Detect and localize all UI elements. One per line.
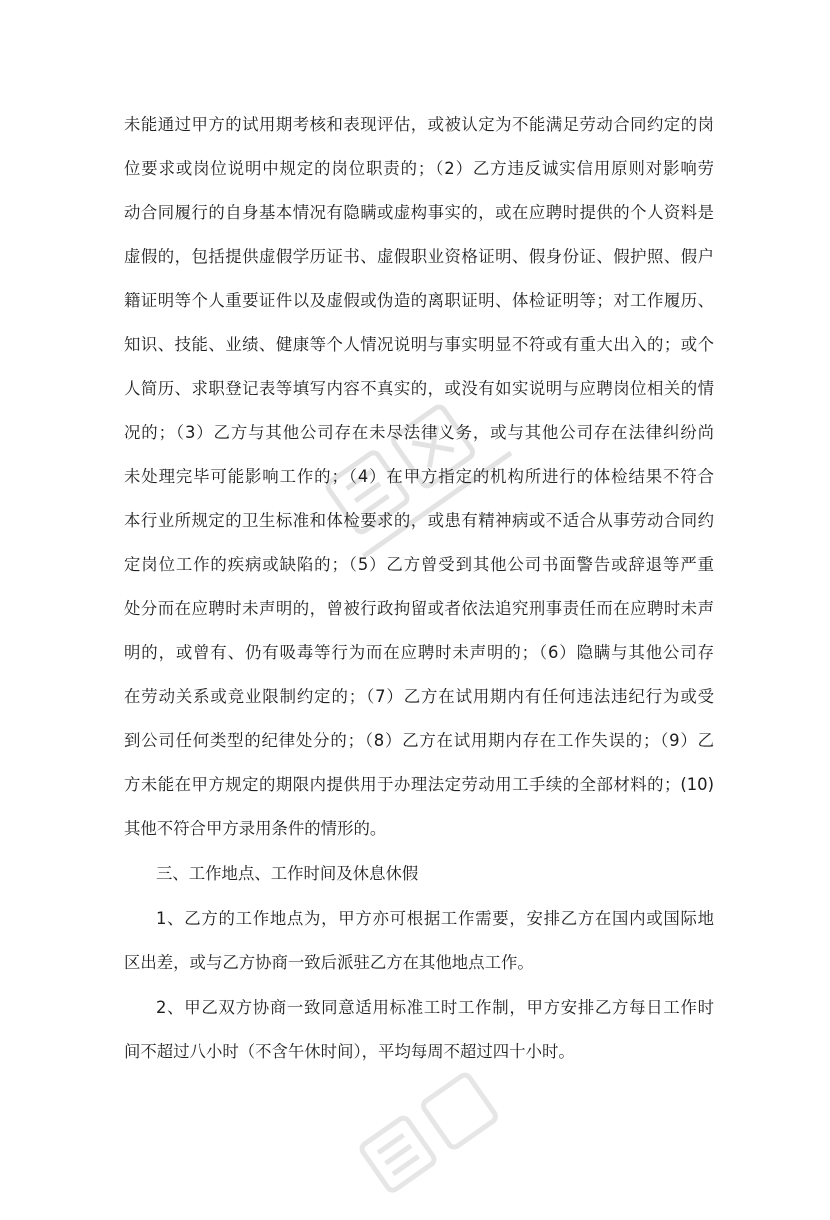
section-heading: 三、工作地点、工作时间及休息休假 [156,864,419,883]
paragraph-line: 位要求或岗位说明中规定的岗位职责的；（2）乙方违反诚实信用原则对影响劳 [124,159,714,178]
paragraph-line: 方未能在甲方规定的期限内提供用于办理法定劳动用工手续的全部材料的；(10) [124,775,714,794]
clause-line: 2、甲乙双方协商一致同意适用标准工时工作制，甲方安排乙方每日工作时 [156,998,714,1017]
clause-line: 1、乙方的工作地点为，甲方亦可根据工作需要，安排乙方在国内或国际地 [156,909,714,928]
clause-line: 区出差，或与乙方协商一致后派驻乙方在其他地点工作。 [124,953,534,972]
watermark-logo-icon [320,1060,560,1220]
clause-line: 间不超过八小时（不含午休时间），平均每周不超过四十小时。 [124,1042,575,1061]
paragraph-line: 动合同履行的自身基本情况有隐瞒或虚构事实的，或在应聘时提供的个人资料是 [124,203,714,222]
paragraph-line: 本行业所规定的卫生标准和体检要求的，或患有精神病或不适合从事劳动合同约 [124,511,714,530]
paragraph-line: 籍证明等个人重要证件以及虚假或伪造的离职证明、体检证明等；对工作履历、 [124,291,714,310]
paragraph-line: 虚假的，包括提供虚假学历证书、虚假职业资格证明、假身份证、假护照、假户 [124,247,714,266]
paragraph-line: 况的；（3）乙方与其他公司存在未尽法律义务，或与其他公司存在法律纠纷尚 [124,423,714,442]
paragraph-line: 处分而在应聘时未声明的，曾被行政拘留或者依法追究刑事责任而在应聘时未声 [124,599,714,618]
paragraph-line: 明的，或曾有、仍有吸毒等行为而在应聘时未声明的；（6）隐瞒与其他公司存 [124,643,714,662]
paragraph-line: 到公司任何类型的纪律处分的；（8）乙方在试用期内存在工作失误的；（9）乙 [124,731,714,750]
paragraph-line: 未处理完毕可能影响工作的；（4）在甲方指定的机构所进行的体检结果不符合 [124,467,714,486]
paragraph-line: 未能通过甲方的试用期考核和表现评估，或被认定为不能满足劳动合同约定的岗 [124,115,714,134]
paragraph-line: 知识、技能、业绩、健康等个人情况说明与事实明显不符或有重大出入的；或个 [124,335,714,354]
paragraph-line: 定岗位工作的疾病或缺陷的；（5）乙方曾受到其他公司书面警告或辞退等严重 [124,555,714,574]
paragraph-line: 在劳动关系或竞业限制约定的；（7）乙方在试用期内有任何违法违纪行为或受 [124,687,714,706]
paragraph-line: 其他不符合甲方录用条件的情形的。 [124,819,387,838]
paragraph-line: 人简历、求职登记表等填写内容不真实的，或没有如实说明与应聘岗位相关的情 [124,379,714,398]
